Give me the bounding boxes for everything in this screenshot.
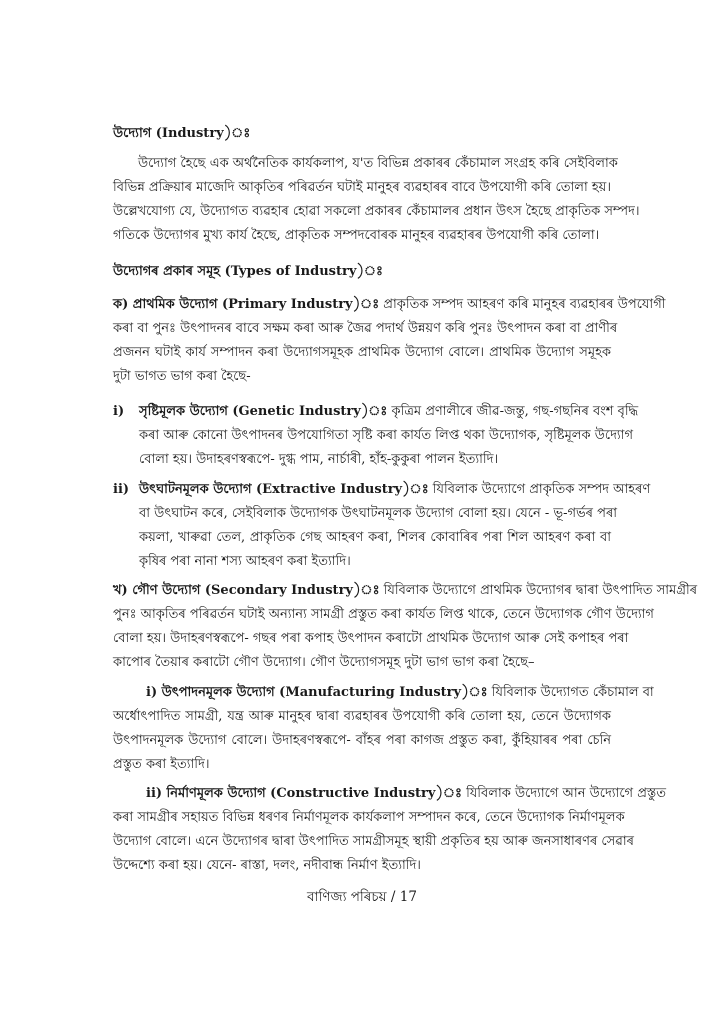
page-footer: বাণিজ্য পৰিচয় / 17 (307, 889, 417, 905)
paragraph-line (139, 482, 651, 498)
term-extractive-industry: উৎঘাটনমূলক উদ্যোগ (Extractive Industry)ঃ (139, 482, 429, 497)
paragraph-line: কৃষিৰ পৰা নানা শস্য আহৰণ কৰা ইত্যাদি। (139, 554, 351, 569)
paragraph-line: বোলা হয়। উদাহৰণস্বৰূপে- দুগ্ধ পাম, নাৰ্চাৰী, হাঁহ-কুকুৰা পালন ইত্যাদি। (139, 452, 499, 467)
paragraph-line: দুটা ভাগত ভাগ কৰা হৈছে- (113, 369, 251, 384)
section-heading-types: উদ্যোগৰ প্ৰকাৰ সমূহ (Types of Industry)ঃ (113, 264, 383, 279)
definition-text: যিবিলাক উদ্যোগে আন উদ্যোগে প্ৰস্তুত (461, 786, 666, 801)
paragraph-line (113, 583, 698, 599)
paragraph-line: উল্লেখযোগ্য যে, উদ্যোগত ব্যৱহাৰ হোৱা সকলো প্ৰকাৰৰ কেঁচামালৰ প্ৰধান উৎস হৈছে প্ৰাকৃতিক সম্পদ। (113, 204, 640, 219)
paragraph-line: কৰা সামগ্ৰীৰ সহায়ত বিভিন্ন ধৰণৰ নিৰ্মাণমূলক কাৰ্যকলাপ সম্পাদন কৰে, তেনে উদ্যোগক নিৰ্মাণমূলক (113, 810, 625, 825)
term-constructive-industry: ii) নিৰ্মাণমূলক উদ্যোগ (Constructive Industry)ঃ (146, 786, 462, 801)
paragraph-line: কৰা বা পুনঃ উৎপাদনৰ বাবে সক্ষম কৰা আৰু জৈৱ পদাৰ্থ উন্নয়ণ কৰি পুনঃ উৎপাদন কৰা বা প্ৰাণীৰ (113, 321, 618, 336)
list-number: i) (113, 404, 125, 419)
paragraph-line (146, 685, 654, 701)
paragraph-line: উৎপাদনমূলক উদ্যোগ বোলে। উদাহৰণস্বৰূপে- বাঁহৰ পৰা কাগজ প্ৰস্তুত কৰা, কুঁহিয়াৰৰ পৰা চেনি (113, 733, 611, 748)
term-primary-industry: ক) প্ৰাথমিক উদ্যোগ (Primary Industry)ঃ (113, 297, 380, 312)
paragraph-line: অৰ্ধোৎপাদিত সামগ্ৰী, যন্ত্ৰ আৰু মানুহৰ দ্বাৰা ব্যৱহাৰৰ উপযোগী কৰি তোলা হয়, তেনে উদ্যোগক (113, 709, 611, 724)
definition-text: প্ৰাকৃতিক সম্পদ আহৰণ কৰি মানুহৰ ব্যৱহাৰৰ উপযোগী (379, 297, 666, 312)
paragraph-line: কাপোৰ তৈয়াৰ কৰাটো গৌণ উদ্যোগ। গৌণ উদ্যোগসমূহ দুটা ভাগ ভাগ কৰা হৈছে– (113, 655, 535, 670)
paragraph-line: বোলা হয়। উদাহৰণস্বৰূপে- গছৰ পৰা কপাহ উৎপাদন কৰাটো প্ৰাথমিক উদ্যোগ আৰু সেই কপাহৰ পৰা (113, 631, 629, 646)
term-genetic-industry: সৃষ্টিমূলক উদ্যোগ (Genetic Industry)ঃ (139, 404, 388, 419)
term-secondary-industry: খ) গৌণ উদ্যোগ (Secondary Industry)ঃ (113, 583, 380, 598)
paragraph-line: গতিকে উদ্যোগৰ মুখ্য কাৰ্য হৈছে, প্ৰাকৃতিক সম্পদবোৰক মানুহৰ ব্যৱহাৰৰ উপযোগী কৰি তোলা। (113, 228, 600, 243)
section-heading-industry: উদ্যোগ (Industry)ঃ (113, 126, 251, 141)
paragraph-line (113, 297, 666, 313)
definition-text: যিবিলাক উদ্যোগে প্ৰাথমিক উদ্যোগৰ দ্বাৰা উৎপাদিত সামগ্ৰীৰ (379, 583, 698, 598)
paragraph-line: কৰা আৰু কোনো উৎপাদনৰ উপযোগিতা সৃষ্টি কৰা কাৰ্যত লিপ্ত থকা উদ্যোগক, সৃষ্টিমূলক উদ্যোগ (139, 428, 633, 443)
paragraph-line: প্ৰজনন ঘটাই কাৰ্য সম্পাদন কৰা উদ্যোগসমূহক প্ৰাথমিক উদ্যোগ বোলে। প্ৰাথমিক উদ্যোগ সমূহক (113, 345, 611, 360)
paragraph-line: পুনঃ আকৃতিৰ পৰিৱৰ্তন ঘটাই অন্যান্য সামগ্ৰী প্ৰস্তুত কৰা কাৰ্যত লিপ্ত থাকে, তেনে উদ্যোগক গৌণ উদ্যোগ (113, 607, 654, 622)
paragraph-line (139, 404, 639, 420)
paragraph-line (146, 786, 666, 802)
term-manufacturing-industry: i) উৎপাদনমূলক উদ্যোগ (Manufacturing Industry)ঃ (146, 685, 488, 700)
definition-text: যিবিলাক উদ্যোগত কেঁচামাল বা (487, 685, 654, 700)
paragraph-line: উদ্যোগ বোলে। এনে উদ্যোগৰ দ্বাৰা উৎপাদিত সামগ্ৰীসমূহ স্থায়ী প্ৰকৃতিৰ হয় আৰু জনসাধাৰণৰ সেৱাৰ (113, 834, 634, 849)
paragraph-line: বিভিন্ন প্ৰক্ৰিয়াৰ মাজেদি আকৃতিৰ পৰিৱৰ্তন ঘটাই মানুহৰ ব্যৱহাৰৰ বাবে উপযোগী কৰি তোলা হয়। (113, 180, 611, 195)
paragraph-line: কয়লা, খাৰুৱা তেল, প্ৰাকৃতিক গেছ আহৰণ কৰা, শিলৰ কোবাৰিৰ পৰা শিল আহৰণ কৰা বা (139, 530, 611, 545)
paragraph-line: উদ্দেশ্যে কৰা হয়। যেনে- ৰাস্তা, দলং, নদীবান্ধ নিৰ্মাণ ইত্যাদি। (113, 858, 421, 873)
definition-text: কৃত্ৰিম প্ৰণালীৰে জীৱ-জন্তু, গছ-গছনিৰ বংশ বৃদ্ধি (387, 404, 639, 419)
paragraph-line: প্ৰস্তুত কৰা ইত্যাদি। (113, 757, 210, 772)
paragraph-line: বা উৎঘাটন কৰে, সেইবিলাক উদ্যোগক উৎঘাটনমূলক উদ্যোগ বোলা হয়। যেনে - ভূ-গৰ্ভৰ পৰা (139, 506, 618, 521)
list-number: ii) (113, 482, 130, 497)
definition-text: যিবিলাক উদ্যোগে প্ৰাকৃতিক সম্পদ আহৰণ (428, 482, 651, 497)
paragraph-line: উদ্যোগ হৈছে এক অৰ্থনৈতিক কাৰ্যকলাপ, য'ত বিভিন্ন প্ৰকাৰৰ কেঁচামাল সংগ্ৰহ কৰি সেইবিলাক (138, 156, 618, 171)
